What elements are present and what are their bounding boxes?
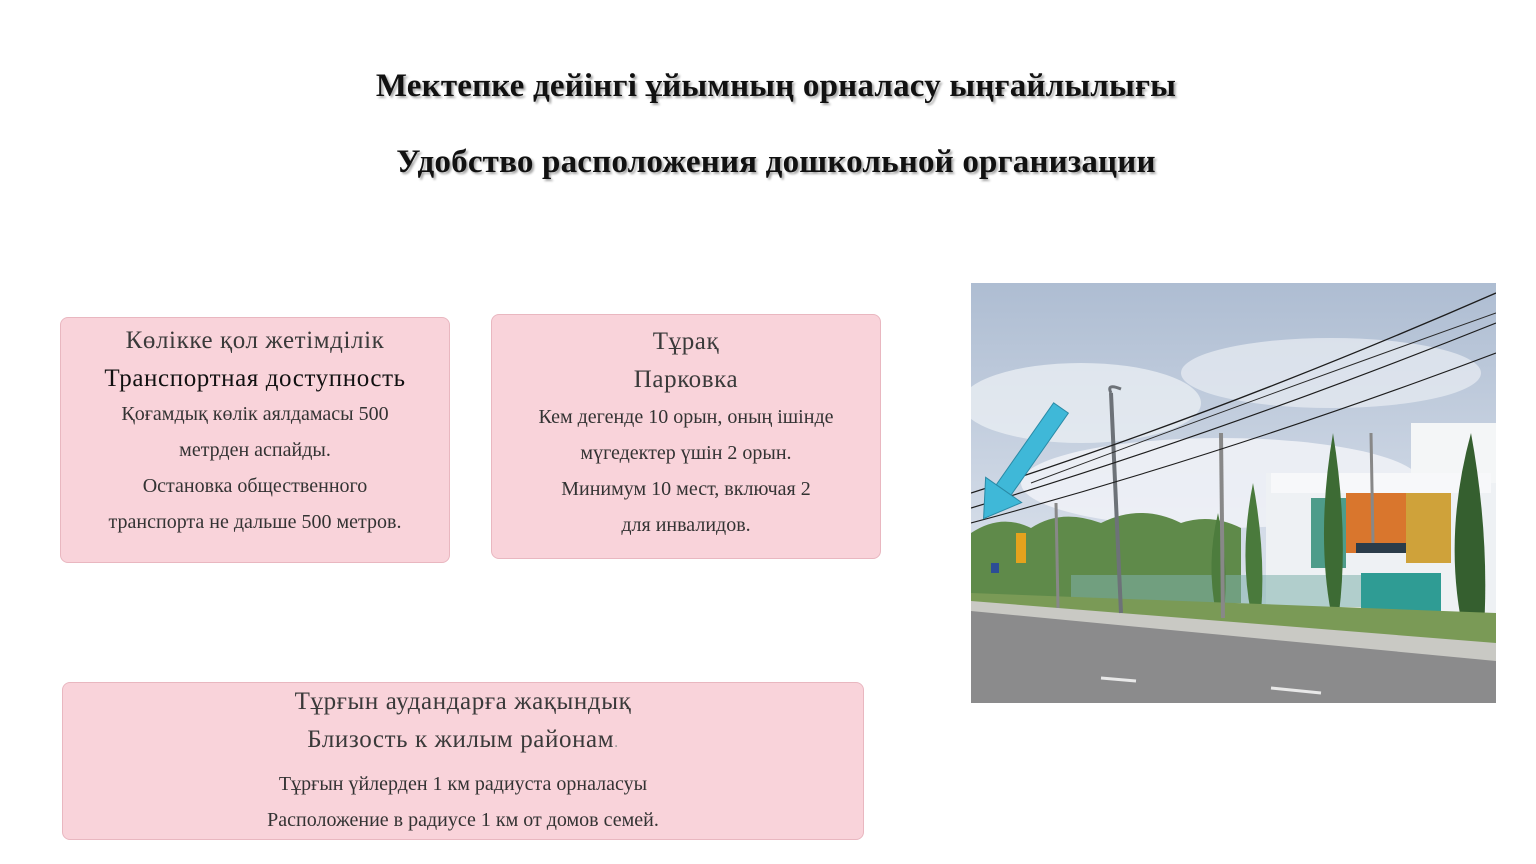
transport-heading-ru: Транспортная доступность bbox=[104, 365, 406, 392]
proximity-card bbox=[62, 682, 864, 840]
transport-text-ru-2: транспорта не дальше 500 метров. bbox=[108, 511, 402, 533]
parking-card bbox=[491, 314, 881, 559]
proximity-text-kz: Тұрғын үйлерден 1 км радиуста орналасуы bbox=[278, 773, 648, 795]
proximity-heading-ru: Близость к жилым районам bbox=[307, 726, 615, 753]
parking-text-kz-2: мүгедектер үшін 2 орын. bbox=[580, 442, 792, 464]
proximity-heading-kz: Тұрғын аудандарға жақындық bbox=[294, 688, 632, 715]
transport-card bbox=[60, 317, 450, 563]
proximity-heading-dot: . bbox=[614, 734, 619, 751]
proximity-heading-ru-line bbox=[63, 721, 863, 762]
proximity-text-ru: Расположение в радиусе 1 км от домов семей. bbox=[267, 809, 659, 831]
transport-heading-kz: Көлікке қол жетімділік bbox=[125, 327, 385, 354]
parking-text-ru-2: для инвалидов. bbox=[621, 514, 751, 536]
transport-text-ru-1: Остановка общественного bbox=[142, 475, 368, 497]
parking-heading-ru: Парковка bbox=[633, 366, 739, 393]
slide-title-ru: Удобство расположения дошкольной организации bbox=[396, 144, 1156, 180]
kindergarten-street-photo bbox=[971, 283, 1496, 703]
parking-text-ru-1: Минимум 10 мест, включая 2 bbox=[561, 478, 811, 500]
transport-text-kz-1: Қоғамдық көлік аялдамасы 500 bbox=[121, 403, 389, 425]
slide-title-kz: Мектепке дейінгі ұйымның орналасу ыңғайлылығы bbox=[375, 68, 1177, 104]
transport-text-kz-2: метрден аспайды. bbox=[179, 439, 331, 461]
parking-text-kz-1: Кем дегенде 10 орын, оның ішінде bbox=[538, 406, 834, 428]
parking-heading-kz: Тұрақ bbox=[652, 328, 720, 355]
